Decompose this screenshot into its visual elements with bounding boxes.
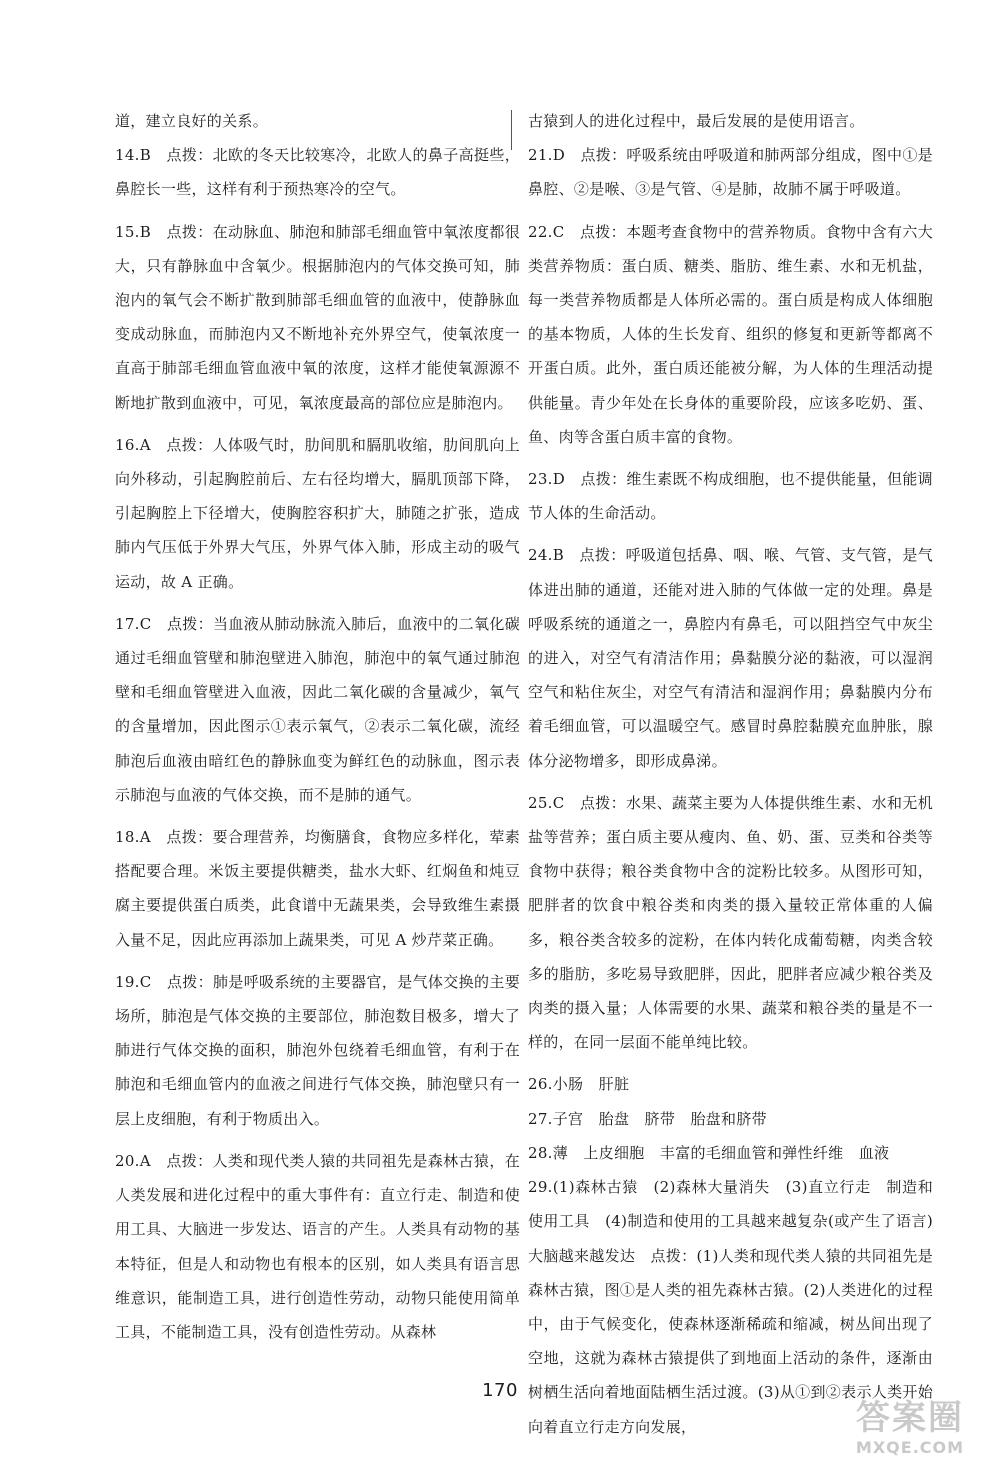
watermark-bottom: MXQE.COM [855,1438,965,1457]
answer-15: 15.B 点拨：在动脉血、肺泡和肺部毛细血管中氧浓度都很大，只有静脉血中含氧少。根据肺泡内的气体交换可知，肺泡内的氧气会不断扩散到肺部毛细血管的血液中，使静脉血变成动脉血，而肺泡内又不断地补充外界空气，使氧浓度一直高于肺部毛细血管血液中氧的浓度，这样才能使氧源源不断地扩散到血液中，可见，氧浓度最高的部位应是肺泡内。 [115,222,520,412]
answer-14: 14.B 点拨：北欧的冬天比较寒冷，北欧人的鼻子高挺些，鼻腔长一些，这样有利于预热寒冷的空气。 [115,146,520,199]
right-column [528,104,949,1444]
answer-20: 20.A 点拨：人类和现代类人猿的共同祖先是森林古猿，在人类发展和进化过程中的重大事件有：直立行走、制造和使用工具、大脑进一步发达、语言的产生。人类具有动物的基本特征，但是人和动物也有根本的区别，如人类具有语言思维意识，能制造工具，进行创造性劳动，动物只能使用简单工具，不能制造工具，没有创造性劳动。从森林 [115,1151,520,1341]
left-column [115,104,520,1349]
answer-20-continuation: 古猿到人的进化过程中，最后发展的是使用语言。 [528,112,865,130]
answer-17: 17.C 点拨：当血液从肺动脉流入肺后，血液中的二氧化碳通过毛细血管壁和肺泡壁进入肺泡，肺泡中的氧气通过肺泡壁和毛细血管壁进入血液，因此二氧化碳的含量减少，氧气的含量增加，因此图示①表示氧气，②表示二氧化碳，流经肺泡后血液由暗红色的静脉血变为鲜红色的动脉血，图示表示肺泡与血液的气体交换，而不是肺的通气。 [115,614,520,804]
answer-21: 21.D 点拨：呼吸系统由呼吸道和肺两部分组成，图中①是鼻腔、②是喉、③是气管、④是肺，故肺不属于呼吸道。 [528,146,933,199]
answer-28: 28.薄 上皮细胞 丰富的毛细血管和弹性纤维 血液 [528,1143,890,1162]
answer-16: 16.A 点拨：人体吸气时，肋间肌和膈肌收缩，肋间肌向上向外移动，引起胸腔前后、左右径均增大，膈肌顶部下降，引起胸腔上下径增大，使胸腔容积扩大，肺随之扩张，造成肺内气压低于外界大气压，外界气体入肺，形成主动的吸气运动，故 A 正确。 [115,435,520,591]
answer-19: 19.C 点拨：肺是呼吸系统的主要器官，是气体交换的主要场所，肺泡是气体交换的主要部位，肺泡数目极多，增大了肺进行气体交换的面积，肺泡外包绕着毛细血管，有利于在肺泡和毛细血管内的血液之间进行气体交换，肺泡壁只有一层上皮细胞，有利于物质出入。 [115,972,520,1128]
watermark-logo [826,1398,994,1464]
answer-13-continuation: 道，建立良好的关系。 [115,112,269,130]
answer-18: 18.A 点拨：要合理营养，均衡膳食，食物应多样化，荤素搭配要合理。米饭主要提供糖类，盐水大虾、红焖鱼和炖豆腐主要提供蛋白质类，此食谱中无蔬果类，会导致维生素摄入量不足，因此应再添加上蔬果类，可见 A 炒芹菜正确。 [115,828,520,949]
answer-24: 24.B 点拨：呼吸道包括鼻、咽、喉、气管、支气管，是气体进出肺的通道，还能对进入肺的气体做一定的处理。鼻是呼吸系统的通道之一，鼻腔内有鼻毛，可以阻挡空气中灰尘的进入，对空气有清洁作用；鼻黏膜分泌的黏液，可以湿润空气和粘住灰尘，对空气有清洁和湿润作用；鼻黏膜内分布着毛细血管，可以温暖空气。感冒时鼻腔黏膜充血肿胀，腺体分泌物增多，即形成鼻涕。 [528,546,933,770]
watermark-top: 答案圈 [856,1398,964,1438]
answer-25: 25.C 点拨：水果、蔬菜主要为人体提供维生素、水和无机盐等营养；蛋白质主要从瘦肉、鱼、奶、蛋、豆类和谷类等食物中获得；粮谷类食物中含的淀粉比较多。从图形可知，肥胖者的饮食中粮谷类和肉类的摄入量较正常体重的人偏多，粮谷类含较多的淀粉，在体内转化成葡萄糖，肉类含较多的脂肪，多吃易导致肥胖，因此，肥胖者应减少粮谷类及肉类的摄入量；人体需要的水果、蔬菜和粮谷类的量是不一样的，在同一层面不能单纯比较。 [528,793,933,1052]
answer-22: 22.C 点拨：本题考查食物中的营养物质。食物中含有六大类营养物质：蛋白质、糖类、脂肪、维生素、水和无机盐，每一类营养物质都是人体所必需的。蛋白质是构成人体细胞的基本物质，人体的生长发育、组织的修复和更新等都离不开蛋白质。此外，蛋白质还能被分解，为人体的生理活动提供能量。青少年处在长身体的重要阶段，应该多吃奶、蛋、鱼、肉等含蛋白质丰富的食物。 [528,222,933,446]
page-number: 170 [482,1380,518,1401]
answer-27: 27.子宫 胎盘 脐带 胎盘和脐带 [528,1109,767,1128]
answer-26: 26.小肠 肝脏 [528,1075,630,1094]
answer-23: 23.D 点拨：维生素既不构成细胞，也不提供能量，但能调节人体的生命活动。 [528,470,933,523]
answer-29: 29.(1)森林古猿 (2)森林大量消失 (3)直立行走 制造和使用工具 (4)制造和使用的工具越来越复杂(或产生了语言) 大脑越来越发达 点拨：(1)人类和现代类人猿的共同祖先是森林古猿，图①是人类的祖先森林古猿。(2)人类进化的过程中，由于气候变化，使森林逐渐稀疏和缩减，树丛间出现了空地，这就为森林古猿提供了到地面上活动的条件，逐渐由树栖生活向着地面陆栖生活过渡。(3)从①到②表示人类开始向着直立行走方向发展， [528,1178,949,1436]
